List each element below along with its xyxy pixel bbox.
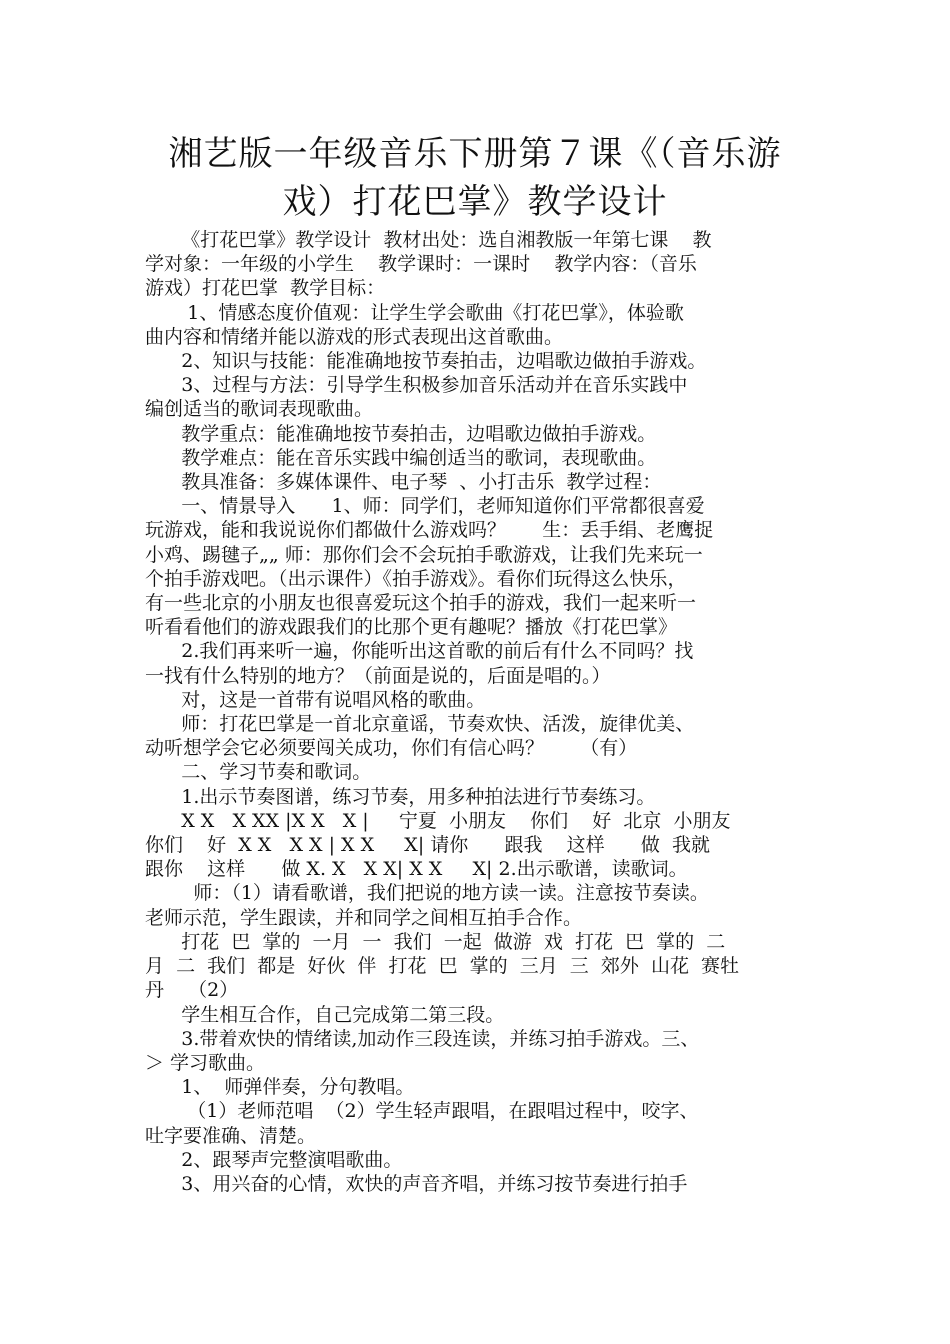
body-text-line: 学对象：一年级的小学生 教学课时：一课时 教学内容：（音乐 [145,253,697,276]
body-text-line: 玩游戏，能和我说说你们都做什么游戏吗？ 生：丢手绢、老鹰捉 [145,519,714,542]
body-text-line: 听看看他们的游戏跟我们的比那个更有趣呢？播放《打花巴掌》 [145,616,678,639]
body-text-line: 3、过程与方法：引导学生积极参加音乐活动并在音乐实践中 [145,374,688,397]
body-text-line: 教学难点：能在音乐实践中编创适当的歌词，表现歌曲。 [145,446,657,469]
body-text-line: 1、 师弹伴奏，分句教唱。 [145,1076,415,1099]
body-text-line: 《打花巴掌》教学设计 教材出处：选自湘教版一年第七课 教 [145,229,712,251]
body-text-line: 师：（1）请看歌谱，我们把说的地方读一读。注意按节奏读。 [145,882,709,905]
body-text-line: 动听想学会它必须要闯关成功，你们有信心吗？ （有） [145,737,638,760]
body-text-line: 教学重点：能准确地按节奏拍击，边唱歌边做拍手游戏。 [145,422,657,445]
body-text-line: 2.我们再来听一遍，你能听出这首歌的前后有什么不同吗？找 [145,640,694,663]
body-text-line: （1）老师范唱 （2）学生轻声跟唱，在跟唱过程中，咬字、 [145,1100,699,1123]
body-text-line: 1、情感态度价值观：让学生学会歌曲《打花巴掌》，体验歌 [145,301,684,324]
body-text-line: 3、用兴奋的心情，欢快的声音齐唱，并练习按节奏进行拍手 [145,1172,688,1195]
body-text-line: 曲内容和情绪并能以游戏的形式表现出这首歌曲。 [145,325,564,348]
body-text-line: 二、学习节奏和歌词。 [145,761,372,784]
body-text-line: 有一些北京的小朋友也很喜爱玩这个拍手的游戏，我们一起来听一 [145,592,697,615]
body-text-line: 3.带着欢快的情绪读,加动作三段连读，并练习拍手游戏。三、 [145,1027,700,1050]
body-text-line: 师：打花巴掌是一首北京童谣，节奏欢快、活泼，旋律优美、 [145,713,695,736]
body-text-line: 编创适当的歌词表现歌曲。 [145,398,374,421]
body-text-line: 1.出示节奏图谱，练习节奏，用多种拍法进行节奏练习。 [145,785,656,808]
body-text-line: 教具准备：多媒体课件、电子琴 、小打击乐 教学过程： [145,471,662,494]
body-text-line: 2、知识与技能：能准确地按节奏拍击，边唱歌边做拍手游戏。 [145,350,707,373]
document-title-line-2: 戏）打花巴掌》教学设计 [282,182,668,222]
body-text-line: 游戏）打花巴掌 教学目标： [145,277,386,300]
body-text-line: 个拍手游戏吧。（出示课件）《拍手游戏》。看你们玩得这么快乐， [145,567,687,590]
body-text-line: 一找有什么特别的地方？（前面是说的，后面是唱的。） [145,664,611,687]
body-text-line: X X X XX |X X X | 宁夏 小朋友 你们 好 北京 小朋友 [145,809,731,832]
body-text-line: 老师示范，学生跟读，并和同学之间相互拍手合作。 [145,906,583,929]
body-text-line: ＞ 学习歌曲。 [145,1051,266,1074]
body-text-line: 2、跟琴声完整演唱歌曲。 [145,1148,403,1171]
body-text-line: 小鸡、踢毽子„„ 师：那你们会不会玩拍手歌游戏，让我们先来玩一 [145,543,703,566]
body-text-line: 吐字要准确、清楚。 [145,1124,317,1147]
body-text-line: 打花 巴 掌的 一月 一 我们 一起 做游 戏 打花 巴 掌的 二 [145,930,726,953]
body-text-line: 学生相互合作，自己完成第二第三段。 [145,1003,505,1026]
body-text-line: 跟你 这样 做 X. X X X| X X X| 2.出示歌谱，读歌词。 [145,858,688,881]
body-text-line: 一、情景导入 1、师：同学们，老师知道你们平常都很喜爱 [145,495,705,518]
document-body [145,228,817,1196]
body-text-line: 你们 好 X X X X | X X X| 请你 跟我 这样 做 我就 [145,834,710,857]
body-text-line: 月 二 我们 都是 好伙 伴 打花 巴 掌的 三月 三 郊外 山花 赛牡 [145,955,740,978]
body-text-line: 丹 （2） [145,979,239,1002]
body-text-line: 对，这是一首带有说唱风格的歌曲。 [145,688,486,711]
document-title-line-1: 湘艺版一年级音乐下册第７课《（音乐游 [168,134,782,174]
